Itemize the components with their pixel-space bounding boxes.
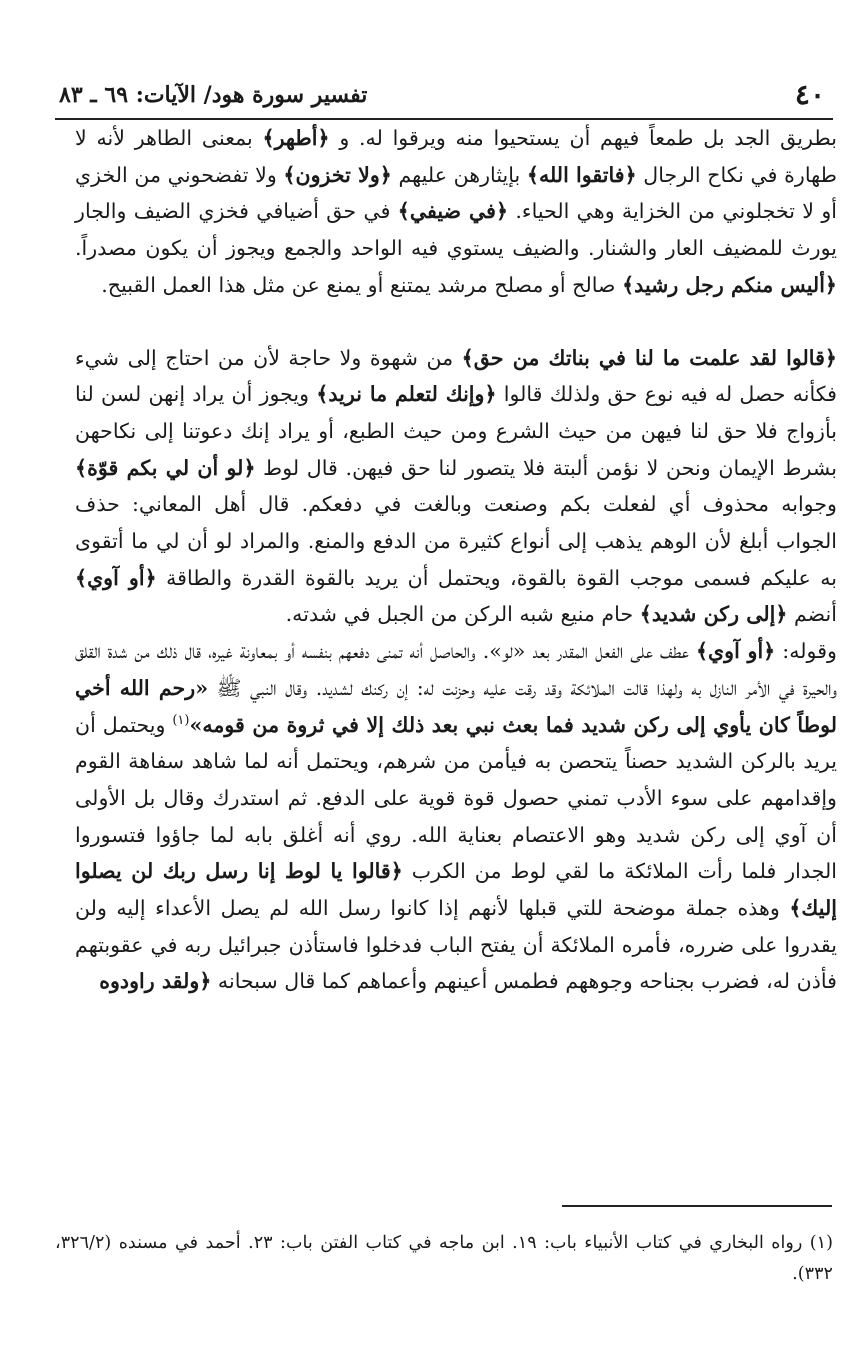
quoted-phrase: ﴿قالوا يا لوط إنا رسل ربك لن يصلوا إليك﴾ [75, 859, 837, 921]
footnote [55, 1228, 833, 1290]
quoted-phrase: ﴿أليس منكم رجل رشيد﴾ [622, 272, 837, 297]
text-run: ويحتمل أن يريد بالركن الشديد حصناً يتحصن به فيأمن من شرهم، ويحتمل أنه لما شاهد سفاهة القوم وإقدامهم على سوء الأدب تمني حصول قوة قوية على الدفع. ثم استدرك وقال بل الأولى أن آوي إلى ركن شديد وهو الاعتصام بعناية الله. روي أنه أغلق بابه لما جاؤوا فتسوروا الجدار فلما رأت الملائكة ما لقي لوط من الكرب [75, 712, 837, 884]
quoted-phrase: ﴿قالوا لقد علمت ما لنا في بناتك من حق﴾ [461, 345, 837, 370]
paragraph-1 [75, 120, 837, 304]
text-run: بطريق الجد بل طمعاً فيهم أن يستحيوا منه ويرقوا له. و [329, 126, 837, 150]
paragraph-gap [75, 304, 837, 340]
running-header [55, 70, 833, 110]
quoted-phrase: ﴿وإنك لتعلم ما نريد﴾ [316, 382, 497, 407]
quoted-phrase: ﴿فاتقوا الله﴾ [526, 162, 637, 187]
quoted-phrase: ﴿أو آوي﴾ [75, 565, 157, 590]
quoted-phrase: ﴿ولقد راودوه [99, 969, 212, 994]
text-run: بإيثارهن عليهم [391, 162, 527, 187]
quoted-phrase: ﴿في ضيفي﴾ [397, 199, 509, 224]
running-title: تفسير سورة هود/ الآيات: ٦٩ ـ ٨٣ [59, 82, 368, 108]
quoted-phrase: ﴿إلى ركن شديد﴾ [639, 602, 788, 627]
quoted-phrase: ﴿ولا تخزون﴾ [283, 162, 392, 187]
body-text [75, 120, 837, 1000]
quoted-phrase: ﴿أو آوي﴾ [695, 639, 776, 664]
text-run: وقوله: [775, 639, 837, 664]
text-run: بمعنى الطاهر لأنه لا طهارة في نكاح الرجال [75, 126, 837, 187]
paragraph-2 [75, 340, 837, 634]
text-run: وهذه جملة موضحة للتي قبلها لأنهم إذا كانوا رسل الله لم يصل الأعداء إليه ولن يقدروا على ضرره، فأمره الملائكة أن يفتح الباب فدخلوا فاستأذن جبرائيل ربه في عقوبتهم فأذن له، فضرب بجناحه وجوههم فطمس أعينهم وأعماهم كما قال سبحانه [75, 896, 837, 994]
paragraph-3 [75, 633, 837, 1000]
text-run: عطف على الفعل المقدر بعد «لو». والحاصل أنه تمنى دفعهم بنفسه أو بمعاونة غيره، قال ذلك من شدة القلق والحيرة في الأمر النازل به ولهذا قالت الملائكة وقد رقت عليه وحزنت له: إن ركنك لشديد. وقال النبي ﷺ [75, 639, 837, 700]
text-run: أنضم [787, 602, 837, 627]
footnote-ref: (١) [172, 712, 190, 728]
text-run: ولا تفضحوني من الخزي أو لا تخجلوني من الخزاية وهي الحياء. [75, 162, 837, 224]
quoted-phrase: «رحم الله أخي لوطاً كان يأوي إلى ركن شديد فما بعث نبي بعد ذلك إلا في ثروة من قومه» [75, 675, 838, 737]
footnote-rule [562, 1205, 832, 1207]
quoted-phrase: ﴿لو أن لي بكم قوّة﴾ [75, 455, 256, 480]
text-run: من شهوة ولا حاجة لأن من احتاج إلى شيء فكأنه حصل له فيه نوع حق ولذلك قالوا [75, 345, 837, 407]
text-run: حام منيع شبه الركن من الجبل في شدته. [285, 602, 640, 627]
text-run: وجوابه محذوف أي لفعلت بكم وصنعت وبالغت في دفعكم. قال أهل المعاني: حذف الجواب أبلغ لأن الوهم يذهب إلى أنواع كثيرة من الدفع والمنع. والمراد لو أن لي ما أتقوى به عليكم فسمى موجب القوة بالقوة، ويحتمل أن يريد بالقوة القدرة والطاقة [75, 492, 837, 590]
text-run: صالح أو مصلح مرشد يمتنع أو يمنع عن مثل هذا العمل القبيح. [101, 272, 623, 297]
text-run: في حق أضيافي فخزي الضيف والجار يورث للمضيف العار والشنار. والضيف يستوي فيه الواحد والجمع ويجوز أن يكون مصدراً. [75, 199, 837, 261]
page-number: ٤٠ [794, 78, 825, 111]
text-run: ويجوز أن يراد إنهن لسن لنا بأزواج فلا حق لنا فيهن من حيث الشرع ومن حيث الطبع، أو يراد إنك دعوتنا إلى نكاحهن بشرط الإيمان ونحن لا نؤمن ألبتة فلا يتصور لنا حق فيهن. قال لوط [75, 382, 837, 480]
quoted-phrase: ﴿أطهر﴾ [262, 126, 330, 150]
footnote-text: (١) رواه البخاري في كتاب الأنبياء باب: ١٩. ابن ماجه في كتاب الفتن باب: ٢٣. أحمد في مسنده (٣٢٦/٢، ٣٣٢). [55, 1233, 833, 1284]
